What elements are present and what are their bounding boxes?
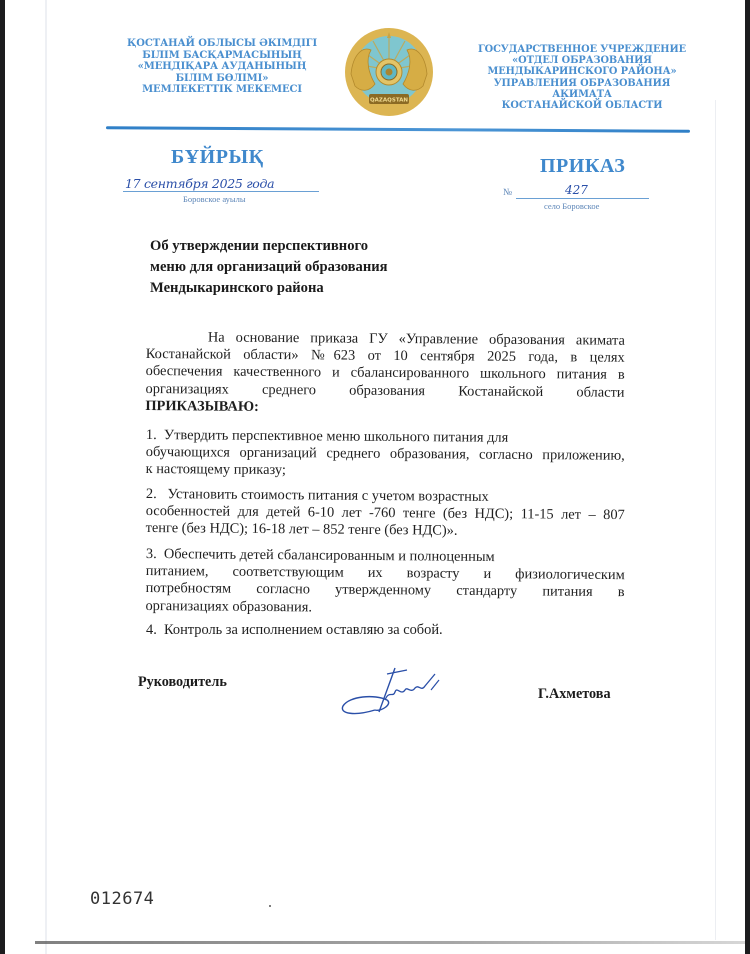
- item-number: 2.: [145, 486, 157, 503]
- subject-line: Об утверждении перспективного: [150, 238, 369, 254]
- signatory-name: Г.Ахметова: [538, 686, 611, 702]
- item-line: Установить стоимость питания с учетом возрастных: [167, 486, 489, 505]
- signatory-position: Руководитель: [138, 674, 227, 690]
- item-line: питанием, соответствующим их возрасту и физиологическим: [145, 563, 625, 584]
- order-item-2: [146, 486, 625, 542]
- date-underline: [123, 191, 319, 192]
- handwritten-signature-icon: [335, 660, 455, 720]
- item-line: тенге (без НДС); 16-18 лет – 852 тенге (без НДС)».: [145, 520, 458, 540]
- intro-line: На основание приказа ГУ «Управление образования акимата: [207, 329, 625, 349]
- page-left-edge: [45, 0, 47, 954]
- order-item-3: [145, 546, 625, 619]
- order-subject: [150, 236, 470, 299]
- letterhead-russian: [473, 44, 691, 111]
- item-number: 1.: [145, 427, 157, 444]
- order-title-kazakh: БҰЙРЫҚ: [171, 146, 264, 168]
- item-line: Контроль за исполнением оставляю за собой.: [164, 622, 443, 638]
- kazakhstan-emblem-icon: [343, 26, 435, 118]
- item-number: 4.: [146, 622, 157, 638]
- letterhead-ru-line: КОСТАНАЙСКОЙ ОБЛАСТИ: [501, 100, 663, 112]
- page-bottom-shadow: [35, 941, 745, 944]
- item-number: 3.: [145, 546, 157, 563]
- letterhead-kz-line: ҚОСТАНАЙ ОБЛЫСЫ ӘКІМДІГІ: [126, 38, 318, 49]
- emblem-text: QAZAQSTAN: [370, 97, 408, 104]
- letterhead-kz-line: «МЕҢДІҚАРА АУДАНЫНЫҢ: [137, 61, 307, 73]
- order-date-handwritten: 17 сентября 2025 года: [125, 176, 275, 191]
- serial-number: 012674: [90, 889, 155, 909]
- letterhead-kazakh: [122, 38, 322, 96]
- subject-line: Мендыкаринского района: [150, 280, 324, 296]
- number-sign: №: [503, 188, 513, 198]
- item-line: Обеспечить детей сбалансированным и полноценным: [163, 546, 495, 566]
- speck: [269, 905, 271, 907]
- letterhead-kz-line: БІЛІМ БАСҚАРМАСЫНЫҢ: [142, 49, 302, 61]
- item-line: обучающихся организаций среднего образования, согласно приложению,: [145, 444, 625, 464]
- place-russian: село Боровское: [544, 201, 600, 211]
- letterhead-kz-line: БІЛІМ БӨЛІМІ»: [175, 72, 269, 84]
- item-line: Утвердить перспективное меню школьного питания для: [163, 427, 509, 446]
- letterhead-divider: [106, 126, 690, 133]
- document-page: [5, 0, 745, 954]
- order-title-russian: ПРИКАЗ: [540, 155, 626, 177]
- order-item-4: [146, 622, 625, 639]
- intro-line: организациях среднего образования Костанайской области: [145, 380, 625, 401]
- item-line: потребностям согласно утвержденному стандарту питания в: [145, 580, 625, 601]
- letterhead-ru-line: УПРАВЛЕНИЯ ОБРАЗОВАНИЯ АКИМАТА: [493, 77, 671, 100]
- item-line: организациях образования.: [145, 597, 313, 616]
- letterhead-ru-line: «ОТДЕЛ ОБРАЗОВАНИЯ: [512, 55, 652, 67]
- item-line: к настоящему приказу;: [145, 461, 286, 479]
- intro-paragraph: [145, 329, 625, 419]
- letterhead-ru-line: МЕНДЫКАРИНСКОГО РАЙОНА»: [487, 66, 677, 78]
- intro-line: Костанайской области» №623 от 10 сентября 2025 года, в целях: [145, 346, 625, 366]
- order-number-handwritten: 427: [565, 183, 588, 197]
- place-kazakh: Боровское ауылы: [183, 194, 246, 204]
- order-item-1: [146, 427, 625, 482]
- letterhead-kz-line: МЕМЛЕКЕТТІК МЕКЕМЕСІ: [142, 84, 302, 96]
- order-word: ПРИКАЗЫВАЮ:: [145, 397, 259, 415]
- page-right-edge: [715, 100, 716, 940]
- item-line: особенностей для детей 6-10 лет -760 тенге (без НДС); 11-15 лет – 807: [145, 503, 625, 524]
- subject-line: меню для организаций образования: [150, 259, 388, 275]
- letterhead-ru-line: ГОСУДАРСТВЕННОЕ УЧРЕЖДЕНИЕ: [477, 44, 686, 55]
- intro-line: обеспечения качественного и сбалансированного школьного питания в: [145, 363, 625, 384]
- number-underline: [516, 198, 649, 199]
